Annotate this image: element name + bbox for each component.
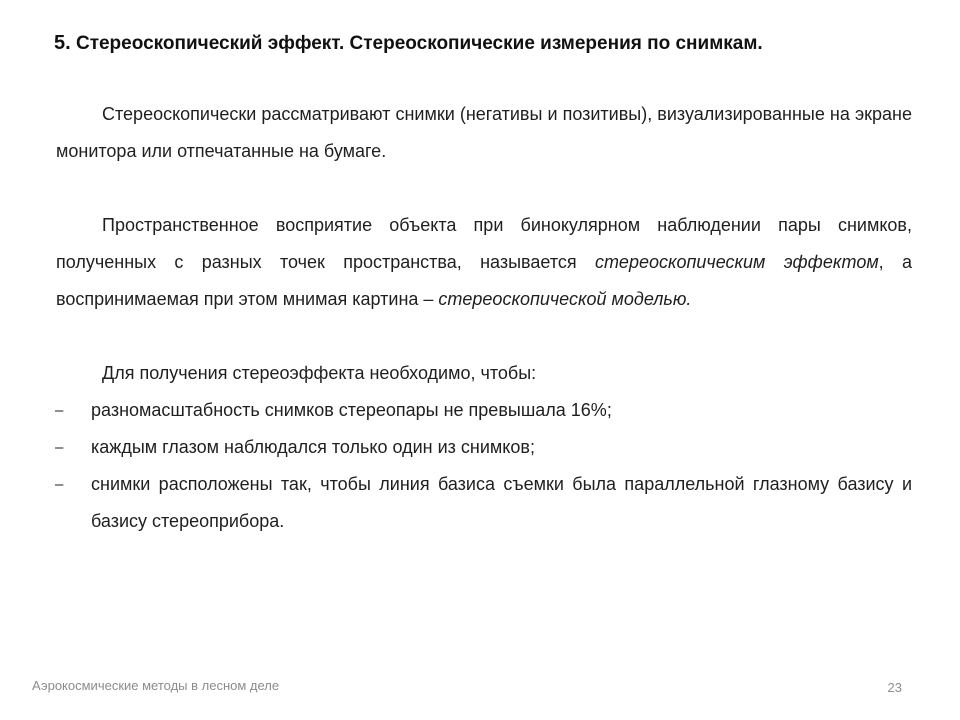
conditions-list <box>56 392 912 540</box>
list-item <box>56 429 912 466</box>
paragraph-1: Стереоскопически рассматривают снимки (негативы и позитивы), визуализированные на экране монитора или отпечатанные на бумаге. <box>56 104 912 161</box>
footer-text: Аэрокосмические методы в лесном деле <box>32 678 280 693</box>
term-stereo-model: стереоскопической моделью. <box>438 289 692 309</box>
list-item-text: разномасштабность снимков стереопары не превышала 16%; <box>91 400 612 420</box>
slide-title <box>54 32 914 55</box>
slide-body <box>56 96 912 540</box>
page-number: 23 <box>887 680 902 695</box>
paragraph-2-part-2: , а воспринимаемая при этом мнимая картина – <box>56 252 912 309</box>
paragraph-3: Для получения стереоэффекта необходимо, чтобы: <box>102 363 537 383</box>
term-stereo-effect: стереоскопическим эффектом <box>594 252 879 272</box>
title-number: 5. <box>54 32 71 54</box>
paragraph-2-part-1: Пространственное восприятие объекта при бинокулярном наблюдении пары снимков, полученных с разных точек пространства, называется <box>56 215 912 272</box>
title-text: Стереоскопический эффект. Стереоскопические измерения по снимкам. <box>70 33 763 54</box>
dash-bullet-icon: – <box>55 439 64 456</box>
list-item-text: каждым глазом наблюдался только один из снимков; <box>91 437 535 457</box>
paragraph-2 <box>56 207 912 318</box>
list-item-text: снимки расположены так, чтобы линия базиса съемки была параллельной глазному базису и базису стереоприбора. <box>91 474 912 531</box>
spacer <box>56 170 912 207</box>
spacer <box>56 318 912 355</box>
list-item <box>56 392 912 429</box>
dash-bullet-icon: – <box>55 402 64 419</box>
list-item <box>56 466 912 540</box>
dash-bullet-icon: – <box>55 476 64 493</box>
